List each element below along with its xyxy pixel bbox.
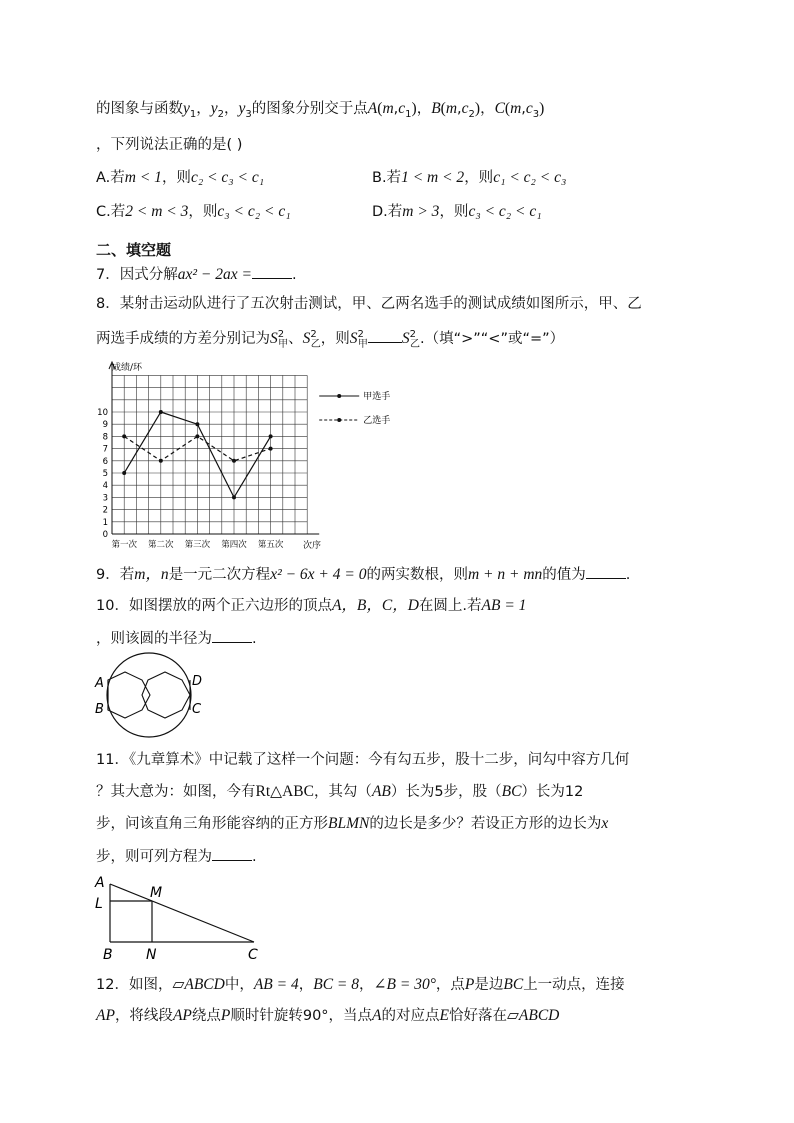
y-tick-label: 2 [102, 505, 108, 516]
x-tick-label: 第二次 [148, 540, 174, 550]
y-tick-label: 9 [102, 420, 108, 431]
right-hexagon [142, 672, 190, 718]
hexagons-in-circle-figure [92, 650, 212, 740]
data-point [122, 471, 126, 475]
answer-blank[interactable] [586, 564, 626, 579]
q6-line2: ，下列说法正确的是( ) [96, 137, 243, 153]
answer-blank[interactable] [368, 328, 402, 343]
q6-option-c: C.若2 < m < 3，则c₃ < c₂ < c₁ [96, 203, 291, 220]
q12-line1: 12．如图，▱ABCD中，AB = 4，BC = 8，∠B = 30°，点P是边BC上一动点，连接 [96, 976, 625, 993]
answer-blank[interactable] [212, 628, 252, 643]
q11-line2: ？其大意为：如图，今有Rt△ABC，其勾（AB）长为5步，股（BC）长为12 [96, 783, 584, 800]
section-title: 二、填空题 [96, 241, 172, 259]
y-tick-label: 1 [102, 517, 108, 528]
left-hexagon [108, 672, 150, 718]
y-tick-label: 0 [102, 530, 108, 540]
y-tick-label: 7 [102, 444, 108, 455]
q6-option-a: A.若m < 1，则c₂ < c₃ < c₁ [96, 169, 265, 186]
q6-option-b: B.若1 < m < 2，则c₁ < c₂ < c₃ [372, 169, 567, 186]
x-tick-label: 第四次 [221, 540, 247, 550]
data-point [159, 459, 163, 463]
q6-option-d: D.若m > 3，则c₃ < c₂ < c₁ [372, 203, 542, 220]
label-C: C [248, 947, 258, 962]
data-point [232, 459, 236, 463]
right-triangle-square-figure [92, 870, 272, 962]
q11-line4: 步，则可列方程为 . [96, 846, 257, 867]
q10-line1: 10．如图摆放的两个正六边形的顶点A，B，C，D在圆上.若AB = 1 [96, 597, 527, 614]
y-tick-label: 8 [102, 432, 108, 443]
label-D: D [192, 674, 203, 689]
q7: 7．因式分解ax² − 2ax = . [96, 266, 297, 283]
label-A: A [95, 676, 104, 691]
q9: 9．若m，n是一元二次方程x² − 6x + 4 = 0的两实数根，则m + n + mn的值为 . [96, 566, 631, 583]
label-C: C [192, 702, 202, 717]
data-point [195, 434, 199, 438]
y-tick-label: 10 [97, 408, 108, 418]
data-point [195, 422, 199, 426]
x-tick-label: 第一次 [111, 540, 137, 550]
q8-line1: 8．某射击运动队进行了五次射击测试，甲、乙两名选手的测试成绩如图所示，甲、乙 [96, 296, 642, 312]
data-point [159, 410, 163, 414]
data-point [269, 447, 273, 451]
legend-label: 甲选手 [363, 392, 391, 402]
x-tick-label: 第五次 [257, 540, 284, 550]
legend-marker [337, 418, 341, 422]
legend-label: 乙选手 [363, 416, 391, 426]
label-N: N [146, 947, 157, 962]
x-tick-label: 第三次 [184, 540, 211, 550]
q10-line2: ，则该圆的半径为 . [96, 628, 257, 649]
chart-grid [112, 375, 307, 534]
label-B: B [103, 947, 113, 962]
data-point [269, 434, 273, 438]
x-axis-label: 次序 [303, 541, 322, 551]
label-A: A [95, 875, 105, 891]
label-L: L [95, 896, 103, 912]
q11-line3: 步，问该直角三角形能容纳的正方形BLMN的边长是多少？若设正方形的边长为x [96, 815, 609, 832]
q6-line1: 的图象与函数$y_1$，$y_2$，$y_3$的图象分别交于点$A(m,c_1)$，$B(m,c_2)$，$C(m,c_3)$ [96, 100, 545, 120]
y-axis-label: 成绩/环 [112, 363, 143, 373]
data-point [122, 434, 126, 438]
legend-marker [337, 394, 341, 398]
label-B: B [95, 702, 104, 717]
answer-blank[interactable] [212, 846, 252, 861]
q12-line2: AP，将线段AP绕点P顺时针旋转90°，当点A的对应点E恰好落在▱ABCD [96, 1007, 560, 1024]
q11-line1: 11．《九章算术》中记载了这样一个问题：今有勾五步，股十二步，问勾中容方几何 [96, 752, 630, 768]
y-tick-label: 3 [102, 493, 108, 504]
circle [107, 653, 191, 737]
answer-blank[interactable] [252, 264, 292, 279]
score-line-chart [96, 358, 396, 554]
y-tick-label: 5 [102, 469, 108, 479]
label-M: M [150, 885, 163, 901]
y-tick-label: 4 [102, 481, 108, 492]
q8-line2: 两选手成绩的方差分别记为$S^2_甲$、$S^2_乙$，则$S^2_甲$ $S^2_乙$.（填“>”“<”或“=”） [96, 329, 565, 350]
y-tick-label: 6 [102, 456, 108, 467]
data-point [232, 495, 236, 499]
